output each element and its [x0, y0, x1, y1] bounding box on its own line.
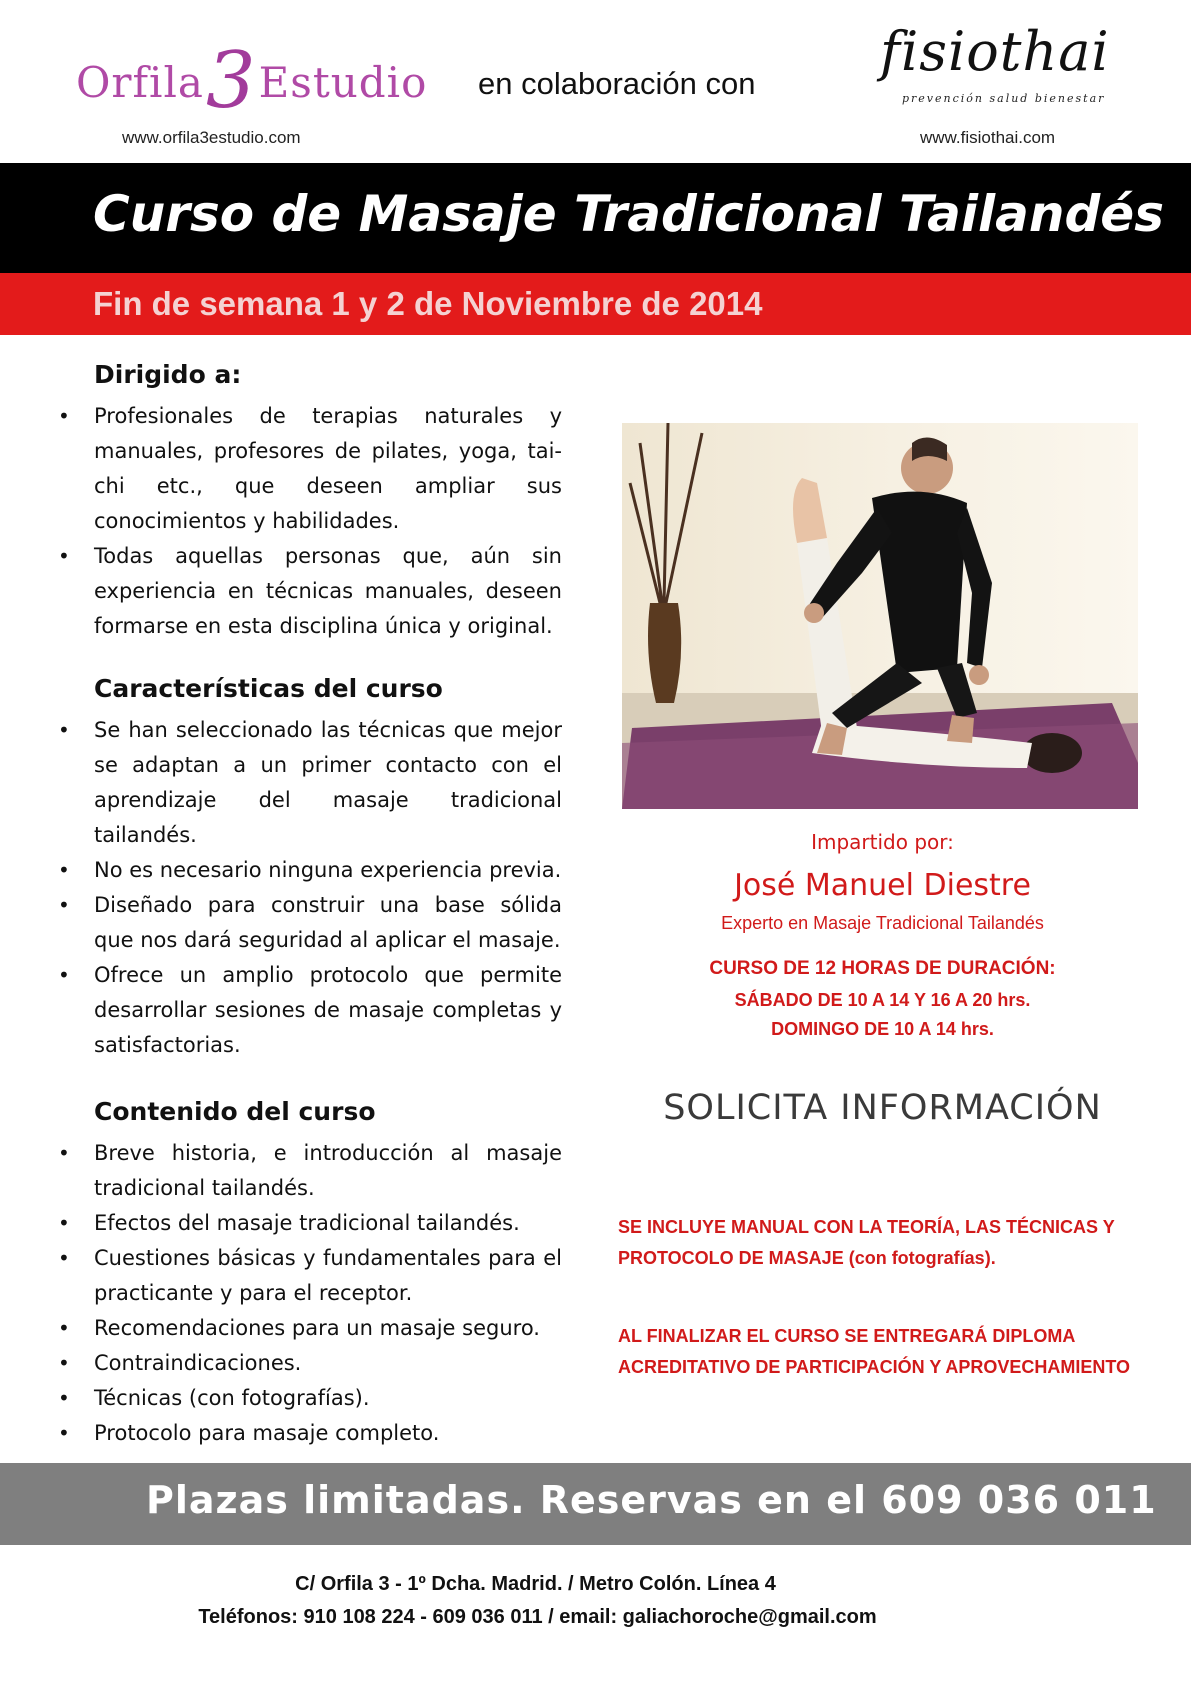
reservation-text: Plazas limitadas. Reservas en el 609 036 011 [146, 1478, 1157, 1522]
orfila3-logo [76, 18, 428, 126]
diploma-note: AL FINALIZAR EL CURSO SE ENTREGARÁ DIPLOMA ACREDITATIVO DE PARTICIPACIÓN Y APROVECHAMIENTO [618, 1326, 1131, 1377]
manual-note: SE INCLUYE MANUAL CON LA TEORÍA, LAS TÉCNICAS Y PROTOCOLO DE MASAJE (con fotografías). [618, 1217, 1115, 1268]
instructor-title: Experto en Masaje Tradicional Tailandés [721, 913, 1044, 933]
massage-photo [622, 423, 1138, 809]
date-banner [0, 273, 1191, 335]
list-item: • Contraindicaciones. [50, 1346, 562, 1381]
list-item: • Recomendaciones para un masaje seguro. [50, 1311, 562, 1346]
list-item: • Breve historia, e introducción al masaje tradicional tailandés. [50, 1136, 562, 1206]
schedule [610, 958, 1155, 1040]
section-title-caracteristicas: Características del curso [94, 674, 443, 703]
instructor-info [610, 830, 1155, 1128]
logo-number-3: 3 [205, 36, 257, 126]
list-item: • No es necesario ninguna experiencia previa. [50, 853, 562, 888]
section-title-dirigido: Dirigido a: [94, 360, 242, 389]
footer-address: C/ Orfila 3 - 1º Dcha. Madrid. / Metro Colón. Línea 4 [295, 1573, 776, 1595]
solicita-info: SOLICITA INFORMACIÓN [663, 1088, 1102, 1128]
list-item: • Se han seleccionado las técnicas que mejor se adaptan a un primer contacto con el aprendizaje del masaje tradicional tailandés. [50, 713, 562, 853]
contenido-list [50, 1136, 562, 1451]
orfila3-url[interactable]: www.orfila3estudio.com [122, 128, 301, 147]
fisiothai-tagline: prevención salud bienestar [902, 92, 1106, 105]
footer-contact: Teléfonos: 910 108 224 - 609 036 011 / email: galiachoroche@gmail.com [198, 1606, 877, 1628]
list-item: • Ofrece un amplio protocolo que permite desarrollar sesiones de masaje completas y satisfactorias. [50, 958, 562, 1063]
course-title: Curso de Masaje Tradicional Tailandés [93, 185, 1164, 243]
massage-photo-illustration [622, 423, 1138, 809]
logo-word-orfila: Orfila [76, 58, 204, 107]
list-item: • Protocolo para masaje completo. [50, 1416, 562, 1451]
list-item: • Técnicas (con fotografías). [50, 1381, 562, 1416]
dirigido-list [50, 399, 562, 644]
list-item: • Cuestiones básicas y fundamentales para el practicante y para el receptor. [50, 1241, 562, 1311]
list-item: • Efectos del masaje tradicional tailandés. [50, 1206, 562, 1241]
section-title-contenido: Contenido del curso [94, 1097, 376, 1126]
title-banner [0, 163, 1191, 273]
logo-word-estudio: Estudio [258, 58, 428, 107]
caracteristicas-list [50, 713, 562, 1063]
list-item: • Diseñado para construir una base sólida que nos dará seguridad al aplicar el masaje. [50, 888, 562, 958]
fisiothai-logo [880, 20, 1130, 115]
schedule-duration: CURSO DE 12 HORAS DE DURACIÓN: [709, 958, 1056, 979]
collaboration-text: en colaboración con [478, 66, 756, 101]
schedule-sunday: DOMINGO DE 10 A 14 hrs. [771, 1019, 994, 1039]
reservation-banner [0, 1463, 1191, 1545]
instructor-label: Impartido por: [811, 830, 954, 854]
list-item: • Todas aquellas personas que, aún sin experiencia en técnicas manuales, deseen formarse en esta disciplina única y original. [50, 539, 562, 644]
course-date: Fin de semana 1 y 2 de Noviembre de 2014 [93, 285, 763, 322]
list-item: • Profesionales de terapias naturales y manuales, profesores de pilates, yoga, tai-chi etc., que deseen ampliar sus conocimientos y habilidades. [50, 399, 562, 539]
course-details [50, 360, 562, 1451]
fisiothai-wordmark: fisiothai [880, 20, 1110, 83]
instructor-name: José Manuel Diestre [734, 868, 1031, 903]
schedule-saturday: SÁBADO DE 10 A 14 Y 16 A 20 hrs. [734, 990, 1031, 1010]
fisiothai-url[interactable]: www.fisiothai.com [920, 128, 1056, 147]
